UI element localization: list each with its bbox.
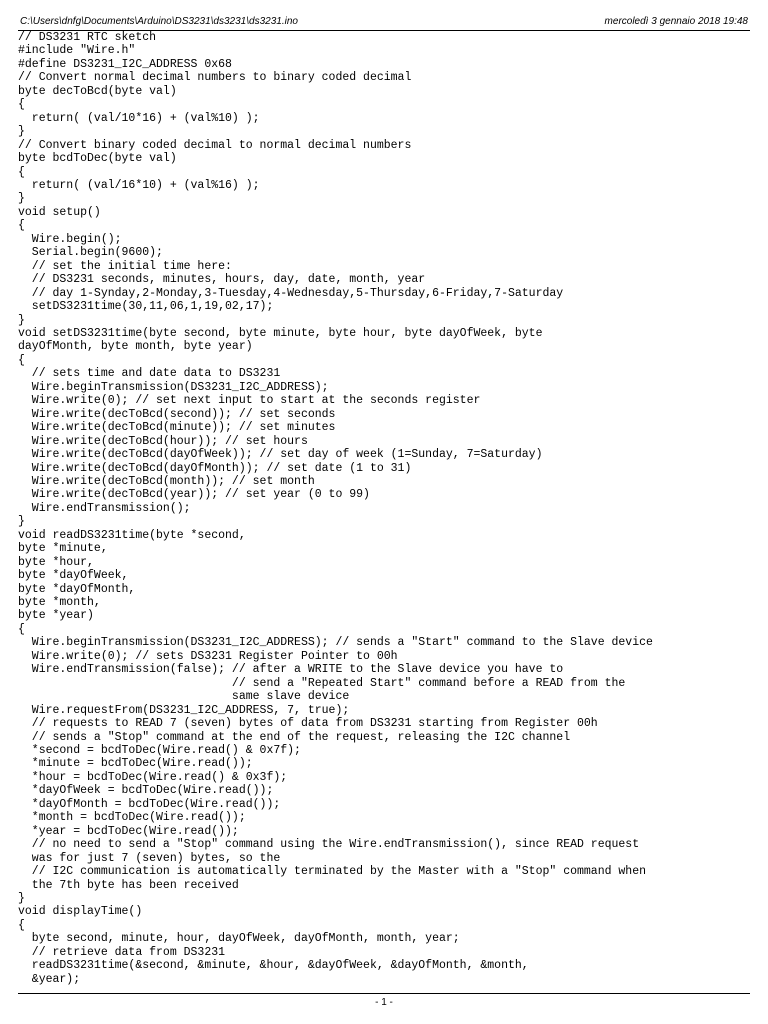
print-date: mercoledì 3 gennaio 2018 19:48	[604, 16, 748, 27]
page-header	[18, 10, 750, 31]
footer-divider	[18, 993, 750, 994]
page-number: - 1 -	[375, 997, 393, 1008]
source-code: // DS3231 RTC sketch #include "Wire.h" #define DS3231_I2C_ADDRESS 0x68 // Convert normal decimal numbers to binary coded decimal byte decToBcd(byte val) { return( (val/10*16) + (val%10) ); } // Convert binary coded decimal to normal decimal numbers byte bcdToDec(byte val) { return( (val/16*10) + (val%16) ); } void setup() { Wire.begin(); Serial.begin(9600); // set the initial time here: // DS3231 seconds, minutes, hours, day, date, month, year // day 1-Synday,2-Monday,3-Tuesday,4-Wednesday,5-Thursday,6-Friday,7-Saturday setDS3231time(30,11,06,1,19,02,17); } void setDS3231time(byte second, byte minute, byte hour, byte dayOfWeek, byte dayOfMonth, byte month, byte year) { // sets time and date data to DS3231 Wire.beginTransmission(DS3231_I2C_ADDRESS); Wire.write(0); // set next input to start at the seconds register Wire.write(decToBcd(second)); // set seconds Wire.write(decToBcd(minute)); // set minutes Wire.write(decToBcd(hour)); // set hours Wire.write(decToBcd(dayOfWeek)); // set day of week (1=Sunday, 7=Saturday) Wire.write(decToBcd(dayOfMonth)); // set date (1 to 31) Wire.write(decToBcd(month)); // set month Wire.write(decToBcd(year)); // set year (0 to 99) Wire.endTransmission(); } void readDS3231time(byte *second, byte *minute, byte *hour, byte *dayOfWeek, byte *dayOfMonth, byte *month, byte *year) { Wire.beginTransmission(DS3231_I2C_ADDRESS); // sends a "Start" command to the Slave device Wire.write(0); // sets DS3231 Register Pointer to 00h Wire.endTransmission(false); // after a WRITE to the Slave device you have to // send a "Repeated Start" command before a READ from the same slave device Wire.requestFrom(DS3231_I2C_ADDRESS, 7, true); // requests to READ 7 (seven) bytes of data from DS3231 starting from Register 00h // sends a "Stop" command at the end of the request, releasing the I2C channel *second = bcdToDec(Wire.read() & 0x7f); *minute = bcdToDec(Wire.read()); *hour = bcdToDec(Wire.read() & 0x3f); *dayOfWeek = bcdToDec(Wire.read()); *dayOfMonth = bcdToDec(Wire.read()); *month = bcdToDec(Wire.read()); *year = bcdToDec(Wire.read()); // no need to send a "Stop" command using the Wire.endTransmission(), since READ request was for just 7 (seven) bytes, so the // I2C communication is automatically terminated by the Master with a "Stop" command when the 7th byte has been received } void displayTime() { byte second, minute, hour, dayOfWeek, dayOfMonth, month, year; // retrieve data from DS3231 readDS3231time(&second, &minute, &hour, &dayOfWeek, &dayOfMonth, &month, &year);	[18, 31, 653, 986]
file-path: C:\Users\dnfg\Documents\Arduino\DS3231\ds3231\ds3231.ino	[20, 16, 298, 27]
